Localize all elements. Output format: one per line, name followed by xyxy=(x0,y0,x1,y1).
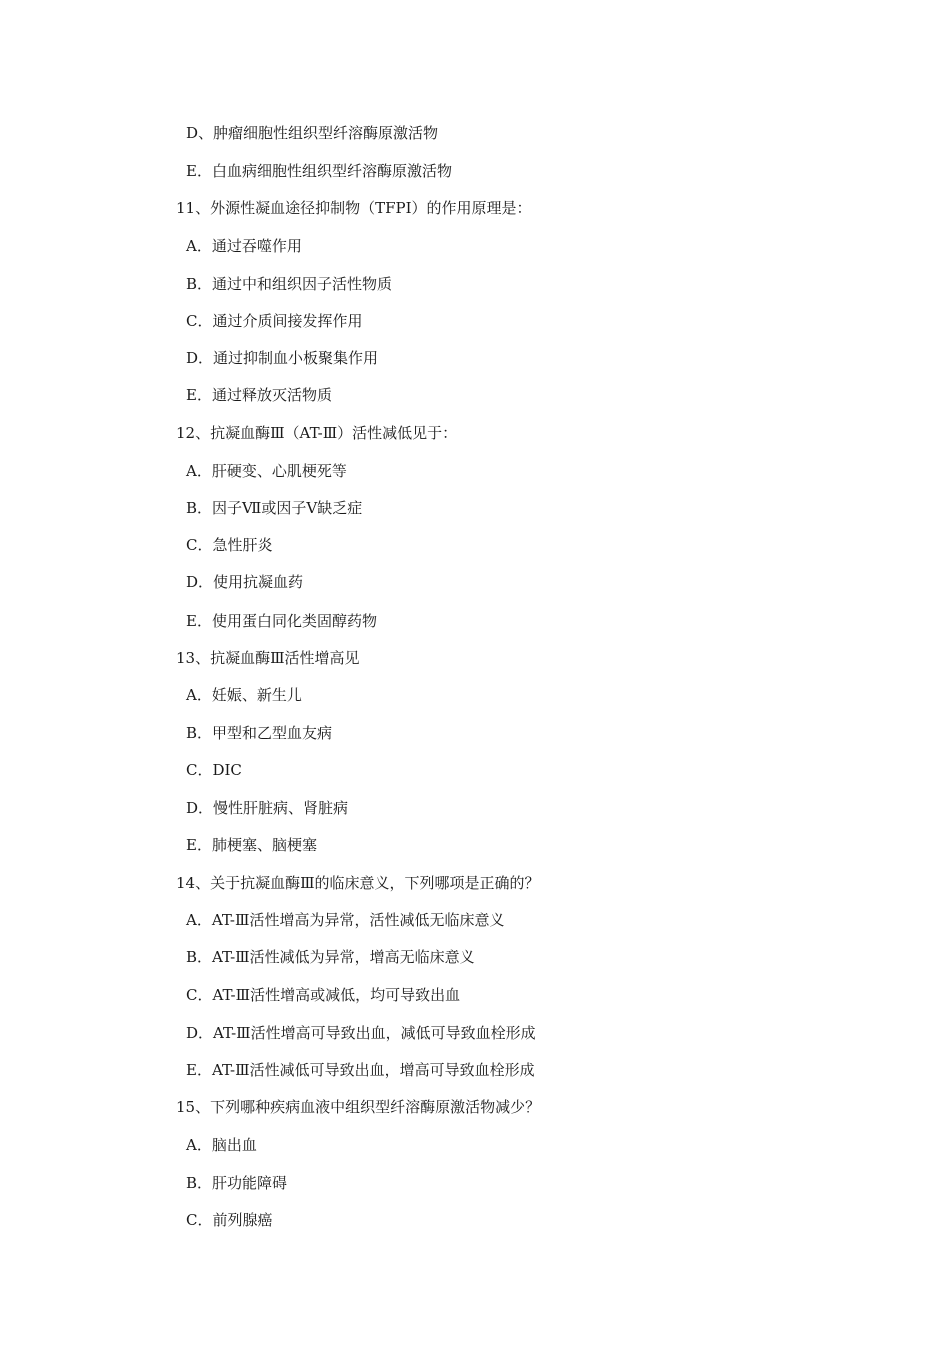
question-11: 11、外源性凝血途径抑制物（TFPI）的作用原理是： xyxy=(176,199,532,217)
option-d-q13: D．慢性肝脏病、肾脏病 xyxy=(186,799,349,817)
question-12: 12、抗凝血酶Ⅲ（AT-Ⅲ）活性减低见于： xyxy=(176,424,458,442)
option-e-q12: E．使用蛋白同化类固醇药物 xyxy=(186,612,377,630)
option-c-q13: C．DIC xyxy=(186,761,242,779)
option-a-q13: A．妊娠、新生儿 xyxy=(186,686,302,704)
option-b-q12: B．因子Ⅶ或因子Ⅴ缺乏症 xyxy=(186,499,363,517)
option-c-q14: C．AT-Ⅲ活性增高或减低，均可导致出血 xyxy=(186,986,461,1004)
option-a-q14: A．AT-Ⅲ活性增高为异常，活性减低无临床意义 xyxy=(186,911,505,929)
option-c-q12: C．急性肝炎 xyxy=(186,536,273,554)
option-e-q10: E．白血病细胞性组织型纤溶酶原激活物 xyxy=(186,162,452,180)
option-a-q15: A．脑出血 xyxy=(186,1136,257,1154)
option-d-q10: D、肿瘤细胞性组织型纤溶酶原激活物 xyxy=(186,124,439,142)
question-13: 13、抗凝血酶Ⅲ活性增高见 xyxy=(176,649,360,667)
option-c-q15: C．前列腺癌 xyxy=(186,1211,273,1229)
option-e-q11: E．通过释放灭活物质 xyxy=(186,386,332,404)
option-b-q15: B．肝功能障碍 xyxy=(186,1174,288,1192)
option-b-q11: B．通过中和组织因子活性物质 xyxy=(186,275,393,293)
question-15: 15、下列哪种疾病血液中组织型纤溶酶原激活物减少？ xyxy=(176,1098,541,1116)
option-e-q14: E．AT-Ⅲ活性减低可导致出血，增高可导致血栓形成 xyxy=(186,1061,535,1079)
option-a-q12: A．肝硬变、心肌梗死等 xyxy=(186,462,347,480)
option-b-q13: B．甲型和乙型血友病 xyxy=(186,724,333,742)
option-b-q14: B．AT-Ⅲ活性减低为异常，增高无临床意义 xyxy=(186,948,475,966)
option-e-q13: E．肺梗塞、脑梗塞 xyxy=(186,836,317,854)
option-d-q12: D．使用抗凝血药 xyxy=(186,573,304,591)
option-d-q11: D．通过抑制血小板聚集作用 xyxy=(186,349,379,367)
option-d-q14: D．AT-Ⅲ活性增高可导致出血，减低可导致血栓形成 xyxy=(186,1024,536,1042)
option-a-q11: A．通过吞噬作用 xyxy=(186,237,302,255)
question-14: 14、关于抗凝血酶Ⅲ的临床意义，下列哪项是正确的？ xyxy=(176,874,540,892)
option-c-q11: C．通过介质间接发挥作用 xyxy=(186,312,363,330)
